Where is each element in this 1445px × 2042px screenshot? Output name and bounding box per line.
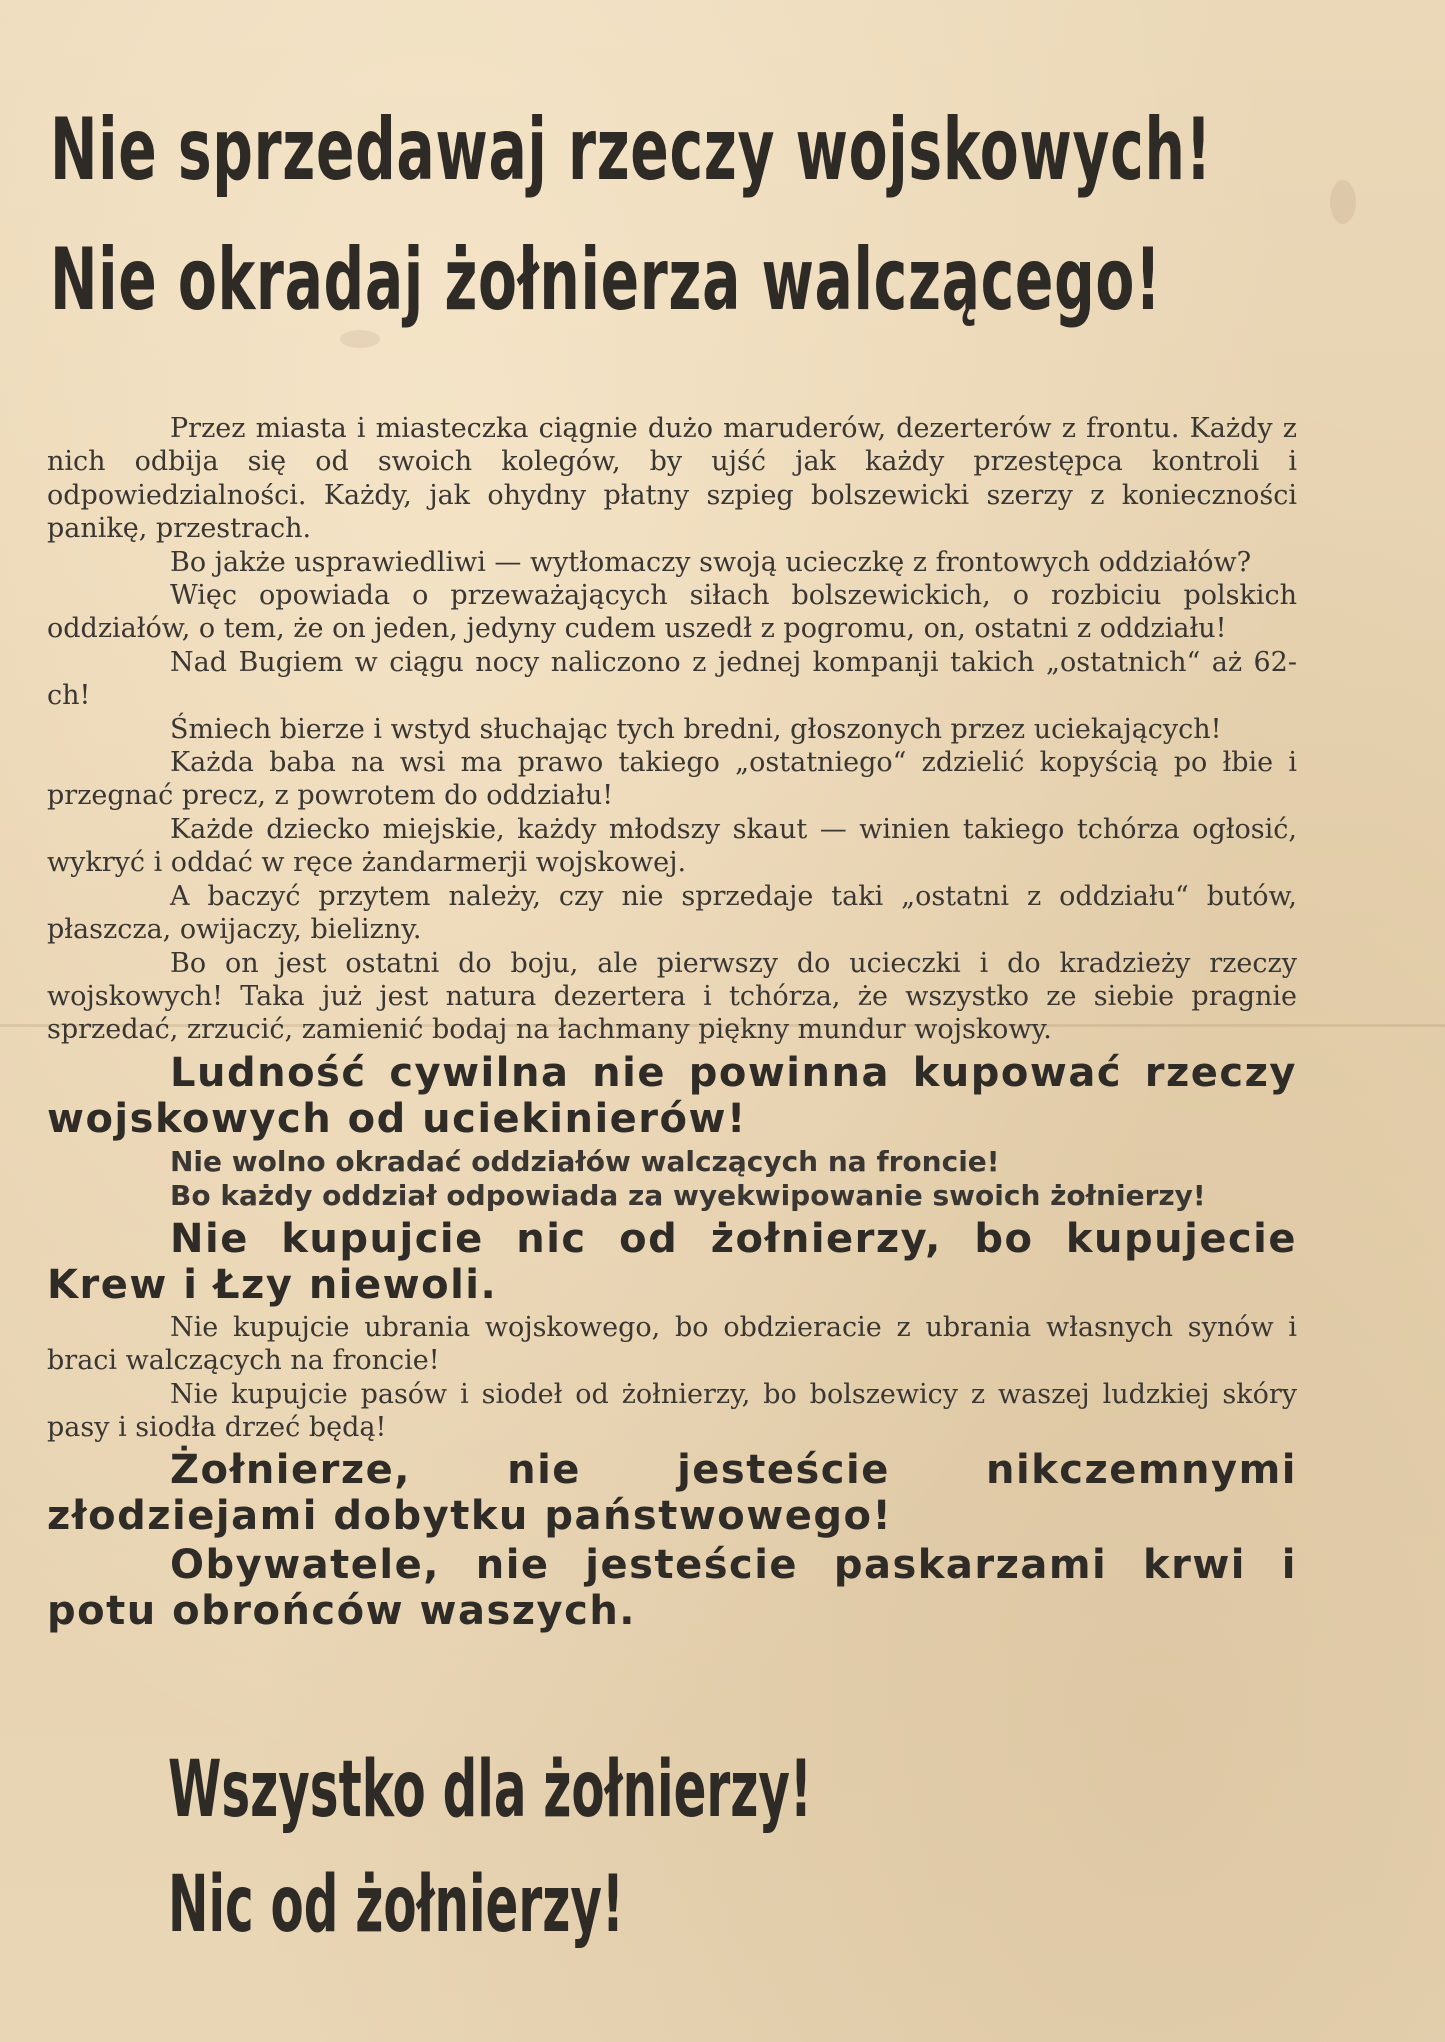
paragraph: Każda baba na wsi ma prawo takiego „ostatniego“ zdzielić kopyścią po łbie i przegnać precz, z powrotem do oddziału! bbox=[47, 747, 1297, 812]
paragraph: Bo każdy oddział odpowiada za wyekwipowanie swoich żołnierzy! bbox=[170, 1178, 1206, 1212]
paragraph: Nad Bugiem w ciągu nocy naliczono z jednej kompanji takich „ostatnich“ aż 62-ch! bbox=[47, 646, 1297, 712]
slogan-paragraph: Żołnierze, nie jesteście nikczemnymi złodziejami dobytku państwowego! bbox=[47, 1447, 1297, 1540]
headline-line-1: Nie sprzedawaj rzeczy wojskowych! bbox=[50, 100, 1213, 200]
paragraph: Śmiech bierze i wstyd słuchając tych bredni, głoszonych przez uciekających! bbox=[170, 713, 1222, 745]
paragraph: Bo jakże usprawiedliwi — wytłomaczy swoją ucieczkę z frontowych oddziałów? bbox=[170, 546, 1252, 578]
paragraph: Nie wolno okradać oddziałów walczących na froncie! bbox=[170, 1144, 1000, 1178]
paragraph: Bo on jest ostatni do boju, ale pierwszy do ucieczki i do kradzieży rzeczy wojskowych! Taka już jest natura dezertera i tchórza, że wszystko ze siebie pragnie sprzedać, zrzucić, zamienić bodaj na łachmany piękny mundur wojskowy. bbox=[47, 947, 1297, 1046]
headline-line-2: Nie okradaj żołnierza walczącego! bbox=[50, 230, 1162, 330]
paragraph: Więc opowiada o przeważających siłach bolszewickich, o rozbiciu polskich oddziałów, o tem, że on jeden, jedyny cudem uszedł z pogromu, on, ostatni z oddziału! bbox=[47, 580, 1297, 645]
closing-line-2: Nic od żołnierzy! bbox=[168, 1860, 624, 1950]
paragraph: Przez miasta i miasteczka ciągnie dużo maruderów, dezerterów z frontu. Każdy z nich odbija się od swoich kolegów, by ujść jak każdy przestępca kontroli i odpowiedzialności. Każdy, jak ohydny płatny szpieg bolszewicki szerzy z konieczności panikę, przestrach. bbox=[47, 413, 1297, 545]
paragraph: Nie kupujcie pasów i siodeł od żołnierzy, bo bolszewicy z waszej ludzkiej skóry pasy i siodła drzeć będą! bbox=[47, 1378, 1297, 1443]
paragraph: Każde dziecko miejskie, każdy młodszy skaut — winien takiego tchórza ogłosić, wykryć i oddać w ręce żandarmerji wojskowej. bbox=[47, 813, 1297, 879]
paragraph: Nie kupujcie ubrania wojskowego, bo obdzieracie z ubrania własnych synów i braci walczących na froncie! bbox=[47, 1311, 1297, 1377]
paper-stain bbox=[340, 330, 380, 348]
closing-line-1: Wszystko dla żołnierzy! bbox=[168, 1745, 812, 1835]
slogan-paragraph: Obywatele, nie jesteście paskarzami krwi i potu obrońców waszych. bbox=[47, 1542, 1297, 1635]
slogan-paragraph: Nie kupujcie nic od żołnierzy, bo kupujecie Krew i Łzy niewoli. bbox=[47, 1215, 1297, 1308]
paragraph: A baczyć przytem należy, czy nie sprzedaje taki „ostatni z oddziału“ butów, płaszcza, owijaczy, bielizny. bbox=[47, 880, 1297, 946]
paper-stain bbox=[1330, 180, 1356, 224]
body-text bbox=[47, 412, 1297, 1637]
slogan-paragraph: Ludność cywilna nie powinna kupować rzeczy wojskowych od uciekinierów! bbox=[47, 1049, 1297, 1142]
